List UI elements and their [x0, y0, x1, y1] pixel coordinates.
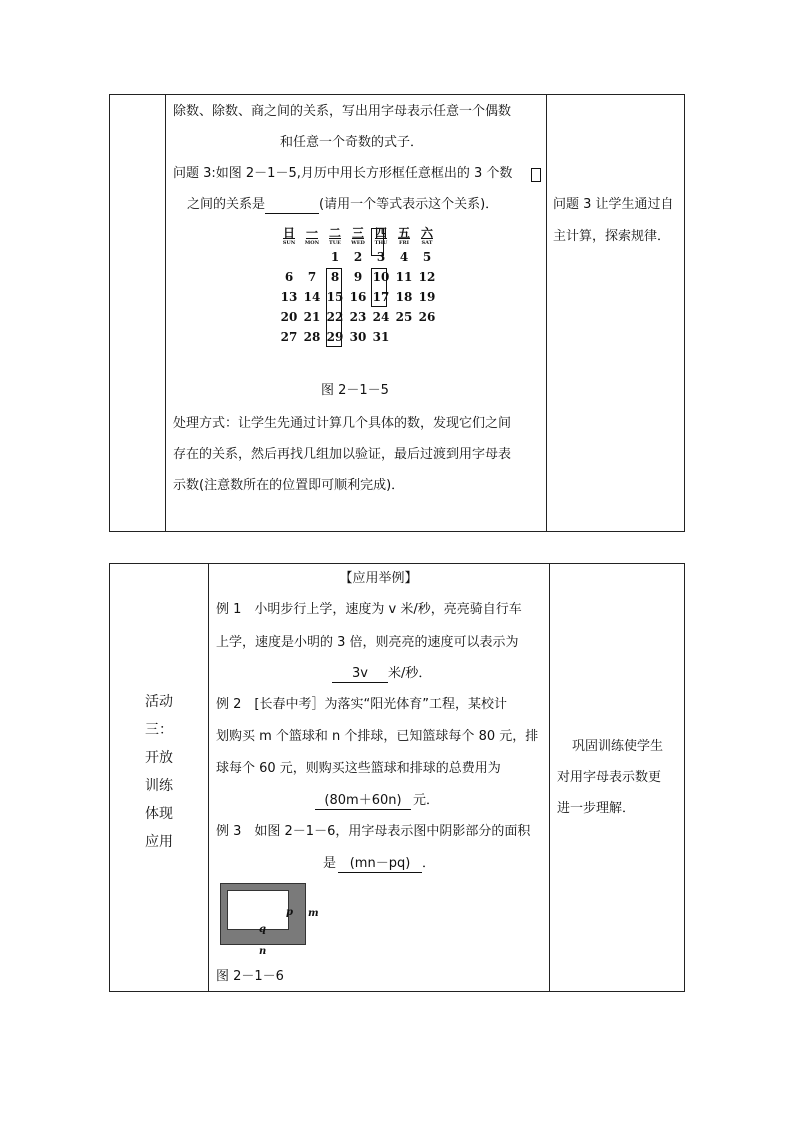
calendar-day: 5: [422, 250, 432, 264]
activity-line-1: 活动: [145, 694, 173, 710]
weekday-en: SAT: [421, 240, 433, 246]
calendar-day: 22: [326, 310, 344, 324]
example-1-answer-line: [332, 665, 431, 683]
activity-line-2: 三：: [145, 722, 173, 738]
calendar-day: 30: [349, 330, 367, 344]
table-section-1: [109, 94, 685, 532]
calendar-figure: [278, 225, 448, 345]
calendar-day: 15: [326, 290, 344, 304]
figure-caption: 图 2－1－6: [216, 969, 284, 984]
calendar-day: 11: [395, 270, 413, 284]
right-note-line-1: 巩固训练使学生: [572, 739, 664, 754]
text-line-2: 和任意一个奇数的式子．: [280, 135, 424, 150]
example-2-answer-line: [315, 792, 439, 810]
calendar-day: 31: [372, 330, 390, 344]
calendar-header-5: [393, 227, 415, 246]
calendar-header-3: [347, 227, 369, 246]
blank-prefix: 之间的关系是: [187, 197, 266, 212]
calendar-header-2: [324, 227, 346, 246]
section-header: 【应用举例】: [339, 571, 418, 586]
right-note-line-3: 进一步理解．: [557, 801, 636, 816]
calendar-day: 23: [349, 310, 367, 324]
example-2-line-1: 例 2 [长春中考］为落实“阳光体育”工程，某校计: [216, 697, 507, 712]
calendar-day: 1: [330, 250, 340, 264]
example-3-prefix: 是: [323, 856, 337, 871]
calendar-day: 27: [280, 330, 298, 344]
column-divider-right: [549, 564, 550, 991]
figure-caption: 图 2－1－5: [321, 383, 389, 398]
calendar-day: 17: [372, 290, 390, 304]
answer-blank: [265, 197, 319, 214]
calendar-day: 14: [303, 290, 321, 304]
label-q: q: [259, 924, 266, 935]
weekday-cn: 六: [420, 226, 433, 240]
activity-label: [110, 688, 208, 856]
weekday-en: FRI: [398, 240, 410, 246]
example-2-line-2: 划购买 m 个篮球和 n 个排球，已知篮球每个 80 元，排: [216, 729, 539, 744]
calendar-day: 12: [418, 270, 436, 284]
weekday-cn: 三: [351, 226, 364, 240]
process-line-3: 示数(注意数所在的位置即可顺利完成)．: [173, 478, 405, 493]
highlight-box-8: [326, 268, 342, 347]
label-m: m: [308, 908, 319, 919]
calendar-day: 9: [353, 270, 363, 284]
example-1-line-1: 例 1 小明步行上学，速度为 v 米/秒，亮亮骑自行车: [216, 602, 522, 617]
text-line-1: 除数、除数、商之间的关系，写出用字母表示任意一个偶数: [173, 104, 512, 119]
label-p: p: [286, 907, 293, 918]
weekday-en: THU: [374, 240, 388, 246]
weekday-cn: 四: [374, 226, 387, 240]
right-note-line-1: 问题 3 让学生通过自: [553, 197, 674, 212]
problem-3-blank-line: [187, 196, 498, 214]
calendar-day: 6: [284, 270, 294, 284]
calendar-day: 24: [372, 310, 390, 324]
weekday-cn: 二: [328, 226, 341, 240]
right-note-line-2: 对用字母表示数更: [557, 770, 662, 785]
highlight-box-10: [371, 268, 387, 307]
highlight-box-3: [371, 228, 384, 256]
calendar-day: 19: [418, 290, 436, 304]
example-3-suffix: ．: [422, 856, 436, 871]
label-n: n: [259, 946, 267, 957]
calendar-day: 3: [376, 250, 386, 264]
calendar-header-1: [301, 227, 323, 246]
calendar-day: 13: [280, 290, 298, 304]
weekday-cn: 日: [282, 226, 295, 240]
example-1-line-2: 上学，速度是小明的 3 倍，则亮亮的速度可以表示为: [216, 635, 519, 650]
process-line-1: 处理方式：让学生先通过计算几个具体的数，发现它们之间: [173, 416, 512, 431]
weekday-en: WED: [351, 240, 365, 246]
small-box-mark: [531, 168, 541, 182]
calendar-day: 28: [303, 330, 321, 344]
process-line-2: 存在的关系，然后再找几组加以验证，最后过渡到用字母表: [173, 447, 512, 462]
calendar-day: 18: [395, 290, 413, 304]
example-1-answer: 3v: [332, 666, 388, 683]
weekday-en: TUE: [329, 240, 341, 246]
example-3-answer-line: [323, 855, 435, 873]
calendar-day: 21: [303, 310, 321, 324]
calendar-day: 20: [280, 310, 298, 324]
calendar-header-6: [416, 227, 438, 246]
activity-line-4: 训练: [145, 778, 173, 794]
right-note-line-2: 主计算，探索规律．: [553, 229, 671, 244]
calendar-day: 29: [326, 330, 344, 344]
calendar-day: 8: [330, 270, 340, 284]
calendar-day: 10: [372, 270, 390, 284]
calendar-day: 26: [418, 310, 436, 324]
inner-white-rectangle: [227, 890, 289, 930]
activity-line-6: 应用: [145, 834, 173, 850]
calendar-day: 7: [307, 270, 317, 284]
column-divider-right: [546, 95, 547, 531]
column-divider-left: [165, 95, 166, 531]
weekday-cn: 一: [305, 226, 318, 240]
activity-line-3: 开放: [145, 750, 173, 766]
calendar-day: 25: [395, 310, 413, 324]
table-section-2: [109, 563, 685, 992]
column-divider-left: [208, 564, 209, 991]
example-2-unit: 元．: [413, 793, 440, 808]
weekday-cn: 五: [397, 226, 410, 240]
weekday-en: MON: [304, 240, 320, 246]
weekday-en: SUN: [282, 240, 296, 246]
blank-suffix: (请用一个等式表示这个关系)．: [319, 197, 499, 212]
calendar-header-0: [278, 227, 300, 246]
calendar-day: 16: [349, 290, 367, 304]
problem-3-line: 问题 3:如图 2－1－5,月历中用长方形框任意框出的 3 个数: [173, 166, 513, 181]
calendar-day: 4: [399, 250, 409, 264]
example-3-line-1: 例 3 如图 2－1－6，用字母表示图中阴影部分的面积: [216, 824, 531, 839]
example-2-line-3: 球每个 60 元，则购买这些篮球和排球的总费用为: [216, 761, 501, 776]
example-2-answer: (80m＋60n): [315, 793, 411, 810]
activity-line-5: 体现: [145, 806, 173, 822]
example-3-answer: (mn－pq): [338, 856, 422, 873]
calendar-day: 2: [353, 250, 363, 264]
example-1-unit: 米/秒．: [388, 666, 432, 681]
